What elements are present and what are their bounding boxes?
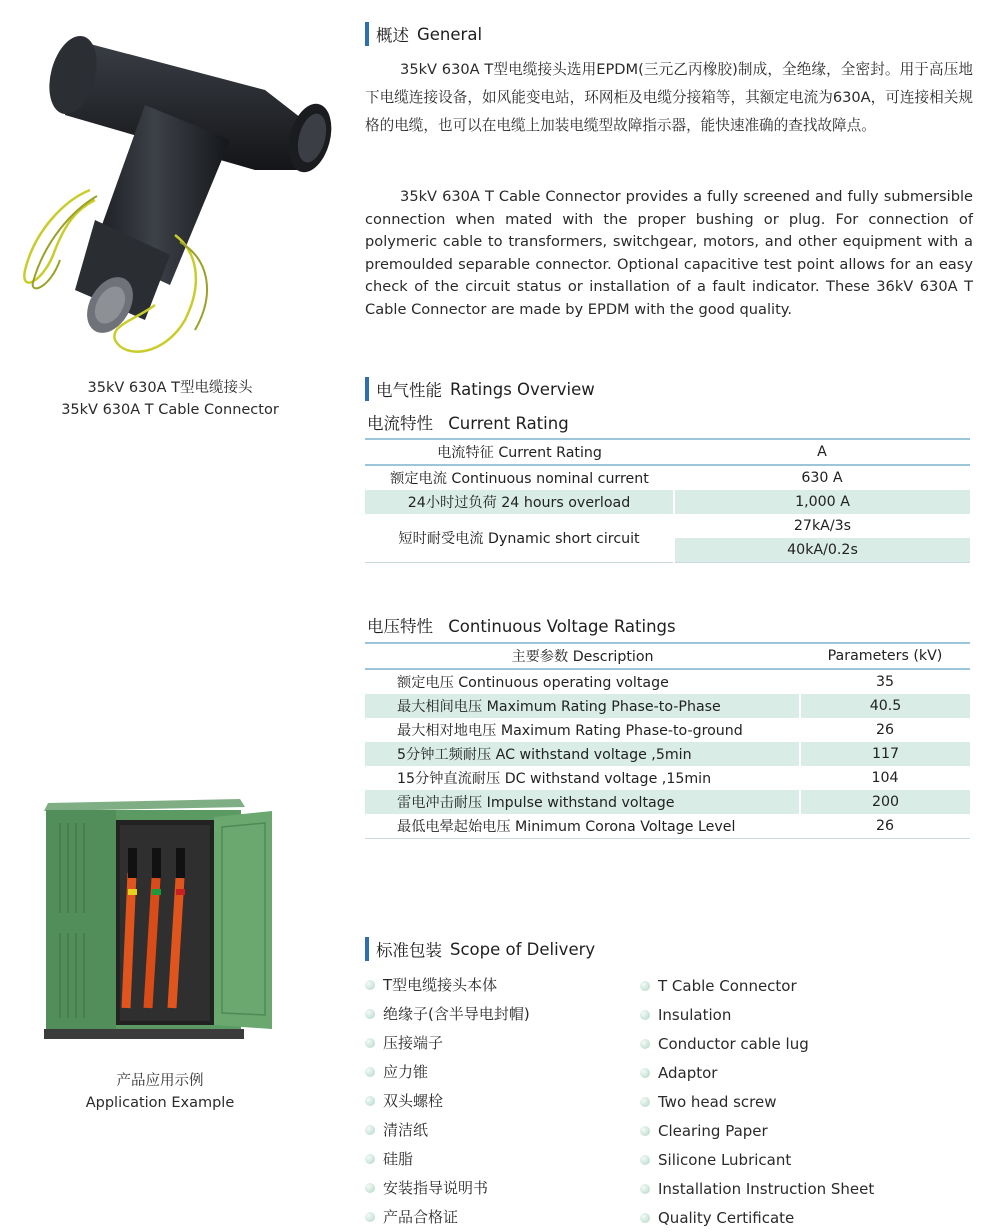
list-item-label: Quality Certificate: [658, 1208, 795, 1227]
bullet-icon: [365, 1125, 375, 1135]
list-item-label: 应力锥: [383, 1063, 429, 1081]
list-item-label: 硅脂: [383, 1150, 414, 1168]
table-cell: 117: [871, 746, 900, 762]
list-item: [640, 1174, 874, 1203]
ratings-title-en: Ratings Overview: [450, 379, 595, 399]
current-rating-title-en: Current Rating: [448, 414, 569, 433]
header-cell: 主要参数 Description: [365, 643, 800, 669]
list-item-label: Installation Instruction Sheet: [658, 1179, 875, 1198]
list-item: [640, 971, 874, 1000]
list-item: [365, 999, 530, 1028]
table-row: [365, 766, 970, 790]
list-item-label: 绝缘子(含半导电封帽): [383, 1005, 530, 1023]
list-item-label: T型电缆接头本体: [383, 976, 498, 994]
table-cell: 630 A: [801, 470, 843, 486]
list-item: [640, 1203, 874, 1232]
bullet-icon: [640, 1126, 650, 1136]
bullet-icon: [640, 1010, 650, 1020]
table-cell: 最大相间电压 Maximum Rating Phase-to-Phase: [365, 694, 800, 718]
list-item-label: Two head screw: [658, 1092, 777, 1111]
bullet-icon: [365, 1212, 375, 1222]
list-item: [640, 1145, 874, 1174]
list-item: [365, 970, 530, 999]
voltage-rating-title-cn: 电压特性: [367, 617, 433, 636]
delivery-heading: [365, 937, 595, 961]
t-connector-image: [15, 20, 345, 365]
list-item-label: Clearing Paper: [658, 1121, 768, 1140]
delivery-title-en: Scope of Delivery: [450, 939, 596, 959]
list-item: [640, 1029, 874, 1058]
current-rating-heading: [367, 410, 569, 434]
table-cell: 104: [871, 770, 899, 786]
voltage-rating-title-en: Continuous Voltage Ratings: [448, 617, 676, 636]
list-item-label: T Cable Connector: [658, 976, 797, 995]
bullet-icon: [365, 1154, 375, 1164]
bullet-icon: [640, 1155, 650, 1165]
bullet-icon: [365, 1009, 375, 1019]
bullet-icon: [640, 1184, 650, 1194]
table-row: [365, 814, 970, 839]
delivery-list-en: [640, 971, 874, 1232]
table-cell: 最低电晕起始电压 Minimum Corona Voltage Level: [365, 814, 800, 839]
ratings-heading: [365, 377, 595, 401]
table-header-row: [365, 643, 970, 669]
bullet-icon: [640, 981, 650, 991]
list-item-label: 双头螺栓: [383, 1092, 444, 1110]
list-item-label: 清洁纸: [383, 1121, 429, 1139]
table-cell: 40.5: [869, 698, 902, 714]
cabinet-image: [40, 793, 280, 1045]
ratings-title-cn: 电气性能: [376, 381, 442, 400]
list-item: [640, 1116, 874, 1145]
general-title-en: General: [417, 24, 483, 44]
table-row: [365, 514, 970, 538]
table-header-row: [365, 439, 970, 465]
list-item-label: Silicone Lubricant: [658, 1150, 792, 1169]
header-cell: Parameters (kV): [800, 643, 970, 669]
bullet-icon: [365, 1038, 375, 1048]
table-cell: 短时耐受电流 Dynamic short circuit: [365, 514, 674, 563]
list-item: [640, 1058, 874, 1087]
table-cell: 雷电冲击耐压 Impulse withstand voltage: [365, 790, 800, 814]
bullet-icon: [365, 980, 375, 990]
table-row: [365, 465, 970, 490]
bullet-icon: [365, 1183, 375, 1193]
table-cell: 1,000 A: [795, 494, 850, 510]
general-paragraph-en: 35kV 630A T Cable Connector provides a fully screened and fully submersible connection when mated with the proper bushing or plug. For connection of polymeric cable to transformers, switchgear, motors, and other equipment with a premoulded separable connector. Optional capacitive test point allows for an easy check of the circuit status or installation of a fault indicator. These 36kV 630A T Cable Connector are made by EPDM with the good quality.: [365, 188, 973, 318]
list-item: [365, 1028, 530, 1057]
table-cell: 27kA/3s: [793, 518, 852, 534]
header-cell: 电流特征 Current Rating: [365, 439, 674, 465]
bullet-icon: [640, 1097, 650, 1107]
application-caption-en: Application Example: [85, 1095, 235, 1111]
general-heading: [365, 22, 482, 46]
list-item-label: 安装指导说明书: [383, 1179, 489, 1197]
table-cell: 26: [875, 722, 895, 738]
product-caption: [20, 377, 320, 421]
general-paragraph-cn: 35kV 630A T型电缆接头选用EPDM(三元乙丙橡胶)制成，全绝缘，全密封。用于高压地下电缆连接设备，如风能变电站，环网柜及电缆分接箱等，其额定电流为630A，可连接相关规格的电缆，也可以在电缆上加装电缆型故障指示器，能快速准确的查找故障点。: [365, 61, 973, 134]
bullet-icon: [640, 1039, 650, 1049]
list-item-label: 产品合格证: [383, 1208, 459, 1226]
bullet-icon: [640, 1213, 650, 1223]
table-row: [365, 669, 970, 694]
list-item: [640, 1000, 874, 1029]
bullet-icon: [365, 1067, 375, 1077]
table-cell: 额定电压 Continuous operating voltage: [397, 675, 669, 691]
list-item: [365, 1057, 530, 1086]
application-caption: [60, 1070, 260, 1114]
bullet-icon: [640, 1068, 650, 1078]
delivery-list-cn: [365, 970, 530, 1231]
current-rating-title-cn: 电流特性: [367, 414, 433, 433]
list-item: [365, 1144, 530, 1173]
table-row: [365, 694, 970, 718]
table-row: [365, 718, 970, 742]
table-cell: 15分钟直流耐压 DC withstand voltage ,15min: [397, 771, 712, 787]
general-title-cn: 概述: [376, 26, 409, 45]
list-item: [365, 1202, 530, 1231]
list-item: [640, 1087, 874, 1116]
table-row: [365, 790, 970, 814]
header-cell: A: [674, 439, 970, 465]
application-caption-cn: 产品应用示例: [116, 1073, 204, 1089]
table-cell: 24小时过负荷 24 hours overload: [365, 490, 674, 514]
voltage-rating-heading: [367, 613, 676, 637]
table-cell: 额定电流 Continuous nominal current: [390, 471, 649, 487]
delivery-title-cn: 标准包装: [376, 941, 442, 960]
list-item: [365, 1173, 530, 1202]
voltage-rating-table: [365, 642, 970, 839]
table-cell: 200: [871, 794, 900, 810]
product-caption-en: 35kV 630A T Cable Connector: [61, 402, 279, 418]
bullet-icon: [365, 1096, 375, 1106]
list-item-label: Adaptor: [658, 1063, 718, 1082]
list-item-label: 压接端子: [383, 1034, 444, 1052]
table-cell: 40kA/0.2s: [674, 538, 970, 563]
list-item-label: Conductor cable lug: [658, 1034, 809, 1053]
table-cell: 26: [800, 814, 970, 839]
list-item-label: Insulation: [658, 1005, 732, 1024]
table-row: [365, 742, 970, 766]
product-caption-cn: 35kV 630A T型电缆接头: [87, 380, 253, 396]
current-rating-table: [365, 438, 970, 563]
list-item: [365, 1086, 530, 1115]
list-item: [365, 1115, 530, 1144]
table-cell: 35: [875, 674, 895, 690]
table-cell: 5分钟工频耐压 AC withstand voltage ,5min: [365, 742, 800, 766]
table-row: [365, 490, 970, 514]
table-cell: 最大相对地电压 Maximum Rating Phase-to-ground: [397, 723, 743, 739]
